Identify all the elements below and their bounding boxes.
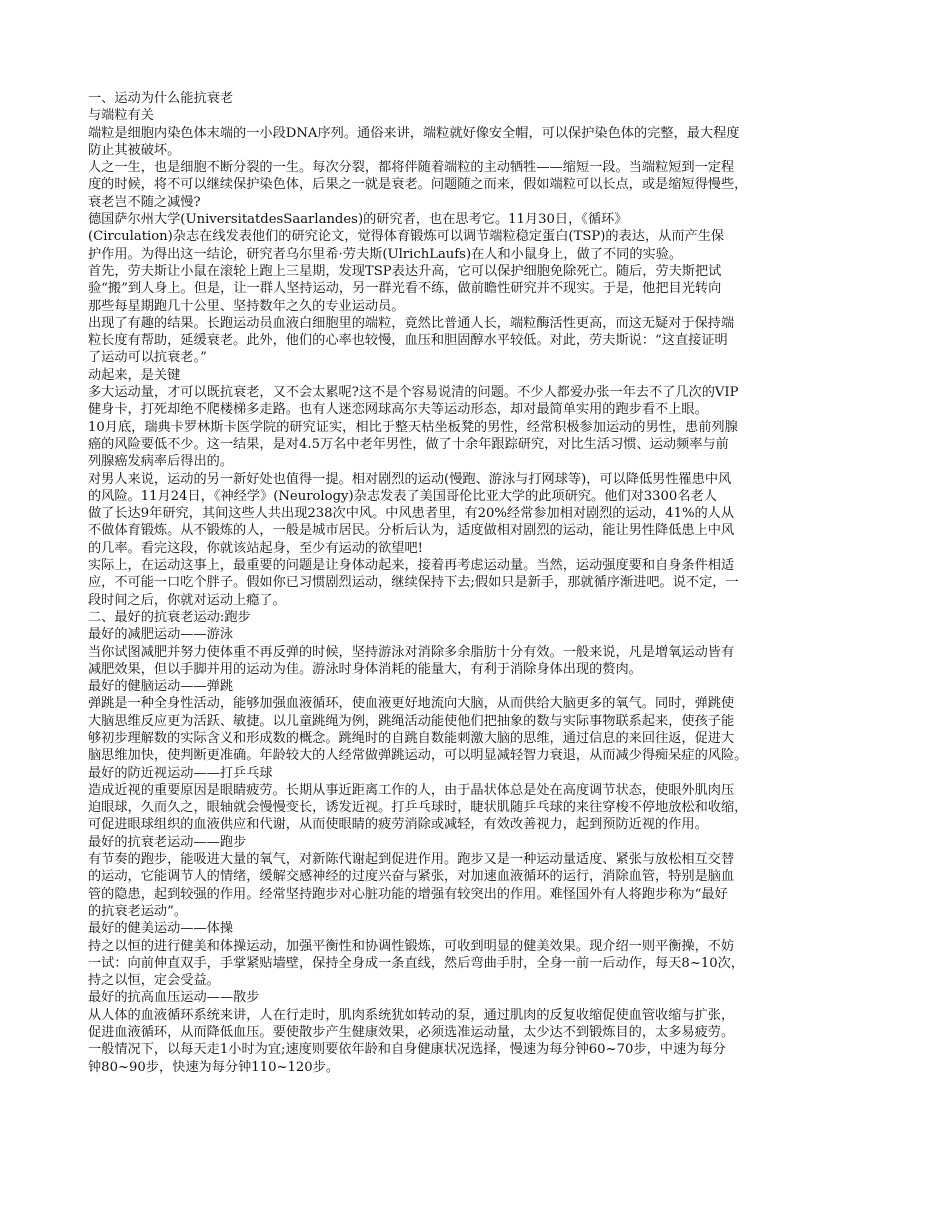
text-line: 癌的风险要低不少。这一结果，是对4.5万名中老年男性，做了十余年跟踪研究，对比生活习惯、运动频率与前 — [88, 436, 729, 452]
text-line: 实际上，在运动这事上，最重要的问题是让身体动起来，接着再考虑运动量。当然，运动强度要和自身条件相适 — [88, 558, 735, 574]
text-line: 持之以恒，定会受益。 — [88, 973, 220, 989]
text-line: 钟80~90步，快速为每分钟110~120步。 — [88, 1059, 340, 1075]
text-line: 持之以恒的进行健美和体操运动，加强平衡性和协调性锻炼，可收到明显的健美效果。现介绍一则平衡操，不妨 — [88, 938, 735, 954]
text-line: 的风险。11月24日，《神经学》(Neurology)杂志发表了美国哥伦比亚大学的此项研究。他们对3300名老人 — [88, 488, 717, 504]
text-line: 减肥效果，但以手脚并用的运动为佳。游泳时身体消耗的能量大，有利于消除身体出现的赘肉。 — [88, 661, 642, 677]
text-line: 列腺癌发病率后得出的。 — [88, 454, 234, 470]
text-line: 做了长达9年研究，其间这些人共出现238次中风。中风患者里，有20%经常参加相对剧烈的运动，41%的人从 — [88, 506, 735, 522]
text-line: 弹跳是一种全身性活动，能够加强血液循环，使血液更好地流向大脑，从而供给大脑更多的氧气。同时，弹跳使 — [88, 696, 735, 712]
text-line: 端粒是细胞内染色体末端的一小段DNA序列。通俗来讲，端粒就好像安全帽，可以保护染色体的完整，最大程度 — [88, 125, 740, 141]
text-line: 对男人来说，运动的另一新好处也值得一提。相对剧烈的运动(慢跑、游泳与打网球等)，可以降低男性罹患中风 — [88, 471, 732, 487]
text-line: 健身卡，打死却绝不爬楼梯多走路。也有人迷恋网球高尔夫等运动形态，却对最简单实用的跑步看不上眼。 — [88, 402, 708, 418]
text-line: 动起来，是关键 — [88, 367, 181, 383]
text-line: 10月底，瑞典卡罗林斯卡医学院的研究证实，相比于整天枯坐板凳的男性，经常积极参加运动的男性，患前列腺 — [88, 419, 738, 435]
text-line: 应，不可能一口吃个胖子。假如你已习惯剧烈运动，继续保持下去;假如只是新手，那就循序渐进吧。说不定，一 — [88, 575, 739, 591]
text-line: 迫眼球，久而久之，眼轴就会慢慢变长，诱发近视。打乒乓球时，睫状肌随乒乓球的来往穿梭不停地放松和收缩， — [88, 800, 748, 816]
text-line: 一试：向前伸直双手，手掌紧贴墙壁，保持全身成一条直线，然后弯曲手肘，全身一前一后动作，每天8~10次， — [88, 955, 745, 971]
text-line: 的抗衰老运动”。 — [88, 903, 188, 919]
text-line: 德国萨尔州大学(UniversitatdesSaarlandes)的研究者，也在思考它。11月30日，《循环》 — [88, 212, 628, 228]
text-line: 二、最好的抗衰老运动:跑步 — [88, 609, 251, 625]
text-line: 最好的抗高血压运动——散步 — [88, 990, 260, 1006]
text-line: 够初步理解数的实际含义和形成数的概念。跳绳时的自跳自数能刺激大脑的思维，通过信息的来回往返，促进大 — [88, 730, 735, 746]
text-line: 一般情况下，以每天走1小时为宜;速度则要依年龄和自身健康状况选择，慢速为每分钟60~70步，中速为每分 — [88, 1042, 726, 1058]
text-line: 了运动可以抗衰老。” — [88, 350, 207, 366]
text-line: 有节奏的跑步，能吸进大量的氧气，对新陈代谢起到促进作用。跑步又是一种运动量适度、紧张与放松相互交替 — [88, 852, 735, 868]
text-line: 验“搬”到人身上。但是，让一群人坚持运动，另一群光看不练，做前瞻性研究并不现实。于是，他把目光转向 — [88, 281, 722, 297]
text-line: 最好的减肥运动——游泳 — [88, 627, 234, 643]
document-body — [88, 90, 862, 1076]
text-line: 衰老岂不随之减慢? — [88, 194, 201, 210]
text-line: 不做体育锻炼。从不锻炼的人，一般是城市居民。分析后认为，适度做相对剧烈的运动，能让男性降低患上中风 — [88, 523, 735, 539]
text-line: 段时间之后，你就对运动上瘾了。 — [88, 592, 286, 608]
text-line: 最好的健脑运动——弹跳 — [88, 679, 234, 695]
text-line: 度的时候，将不可以继续保护染色体，后果之一就是衰老。问题随之而来，假如端粒可以长点，或是缩短得慢些， — [88, 177, 748, 193]
text-line: 从人体的血液循环系统来讲，人在行走时，肌肉系统犹如转动的泵，通过肌肉的反复收缩促使血管收缩与扩张， — [88, 1007, 735, 1023]
text-line: 最好的抗衰老运动——跑步 — [88, 834, 247, 850]
text-line: 脑思维加快，使判断更准确。年龄较大的人经常做弹跳运动，可以明显减轻智力衰退，从而减少得痴呆症的风险。 — [88, 748, 748, 764]
text-line: 一、运动为什么能抗衰老 — [88, 91, 234, 106]
text-line: 防止其被破坏。 — [88, 142, 181, 158]
text-line: 与端粒有关 — [88, 108, 154, 124]
text-line: 首先，劳夫斯让小鼠在滚轮上跑上三星期，发现TSP表达升高，它可以保护细胞免除死亡。随后，劳夫斯把试 — [88, 263, 722, 279]
text-line: 的几率。看完这段，你就该站起身，至少有运动的欲望吧! — [88, 540, 423, 556]
text-line: (Circulation)杂志在线发表他们的研究论文，觉得体育锻炼可以调节端粒稳定蛋白(TSP)的表达，从而产生保 — [88, 229, 725, 245]
text-line: 粒长度有帮助，延缓衰老。此外，他们的心率也较慢，血压和胆固醇水平较低。对此，劳夫斯说：“这直接证明 — [88, 333, 728, 349]
text-line: 人之一生，也是细胞不断分裂的一生。每次分裂，都将伴随着端粒的主动牺牲——缩短一段。当端粒短到一定程 — [88, 160, 735, 176]
text-line: 护作用。为得出这一结论，研究者乌尔里希·劳夫斯(UlrichLaufs)在人和小鼠身上，做了不同的实验。 — [88, 246, 683, 262]
text-line: 那些每星期跑几十公里、坚持数年之久的专业运动员。 — [88, 298, 405, 314]
text-line: 最好的健美运动——体操 — [88, 921, 234, 937]
text-line: 当你试图减肥并努力使体重不再反弹的时候，坚持游泳对消除多余脂肪十分有效。一般来说，凡是增氧运动皆有 — [88, 644, 735, 660]
text-line: 促进血液循环，从而降低血压。要使散步产生健康效果，必须选准运动量，太少达不到锻炼目的，太多易疲劳。 — [88, 1025, 735, 1041]
text-line: 的运动，它能调节人的情绪，缓解交感神经的过度兴奋与紧张，对加速血液循环的运行，消除血管，特别是脑血 — [88, 869, 735, 885]
text-line: 最好的防近视运动——打乒乓球 — [88, 765, 273, 781]
text-line: 管的隐患，起到较强的作用。经常坚持跑步对心脏功能的增强有较突出的作用。难怪国外有人将跑步称为“最好 — [88, 886, 728, 902]
text-line: 造成近视的重要原因是眼睛疲劳。长期从事近距离工作的人，由于晶状体总是处在高度调节状态，使眼外肌肉压 — [88, 782, 735, 798]
text-line: 可促进眼球组织的血液供应和代谢，从而使眼睛的疲劳消除或减轻，有效改善视力，起到预防近视的作用。 — [88, 817, 708, 833]
text-line: 多大运动量，才可以既抗衰老，又不会太累呢?这不是个容易说清的问题。不少人都爱办张一年去不了几次的VIP — [88, 385, 739, 401]
text-line: 大脑思维反应更为活跃、敏捷。以儿童跳绳为例，跳绳活动能使他们把抽象的数与实际事物联系起来，使孩子能 — [88, 713, 735, 729]
text-line: 出现了有趣的结果。长跑运动员血液白细胞里的端粒，竟然比普通人长，端粒酶活性更高，而这无疑对于保持端 — [88, 315, 735, 331]
